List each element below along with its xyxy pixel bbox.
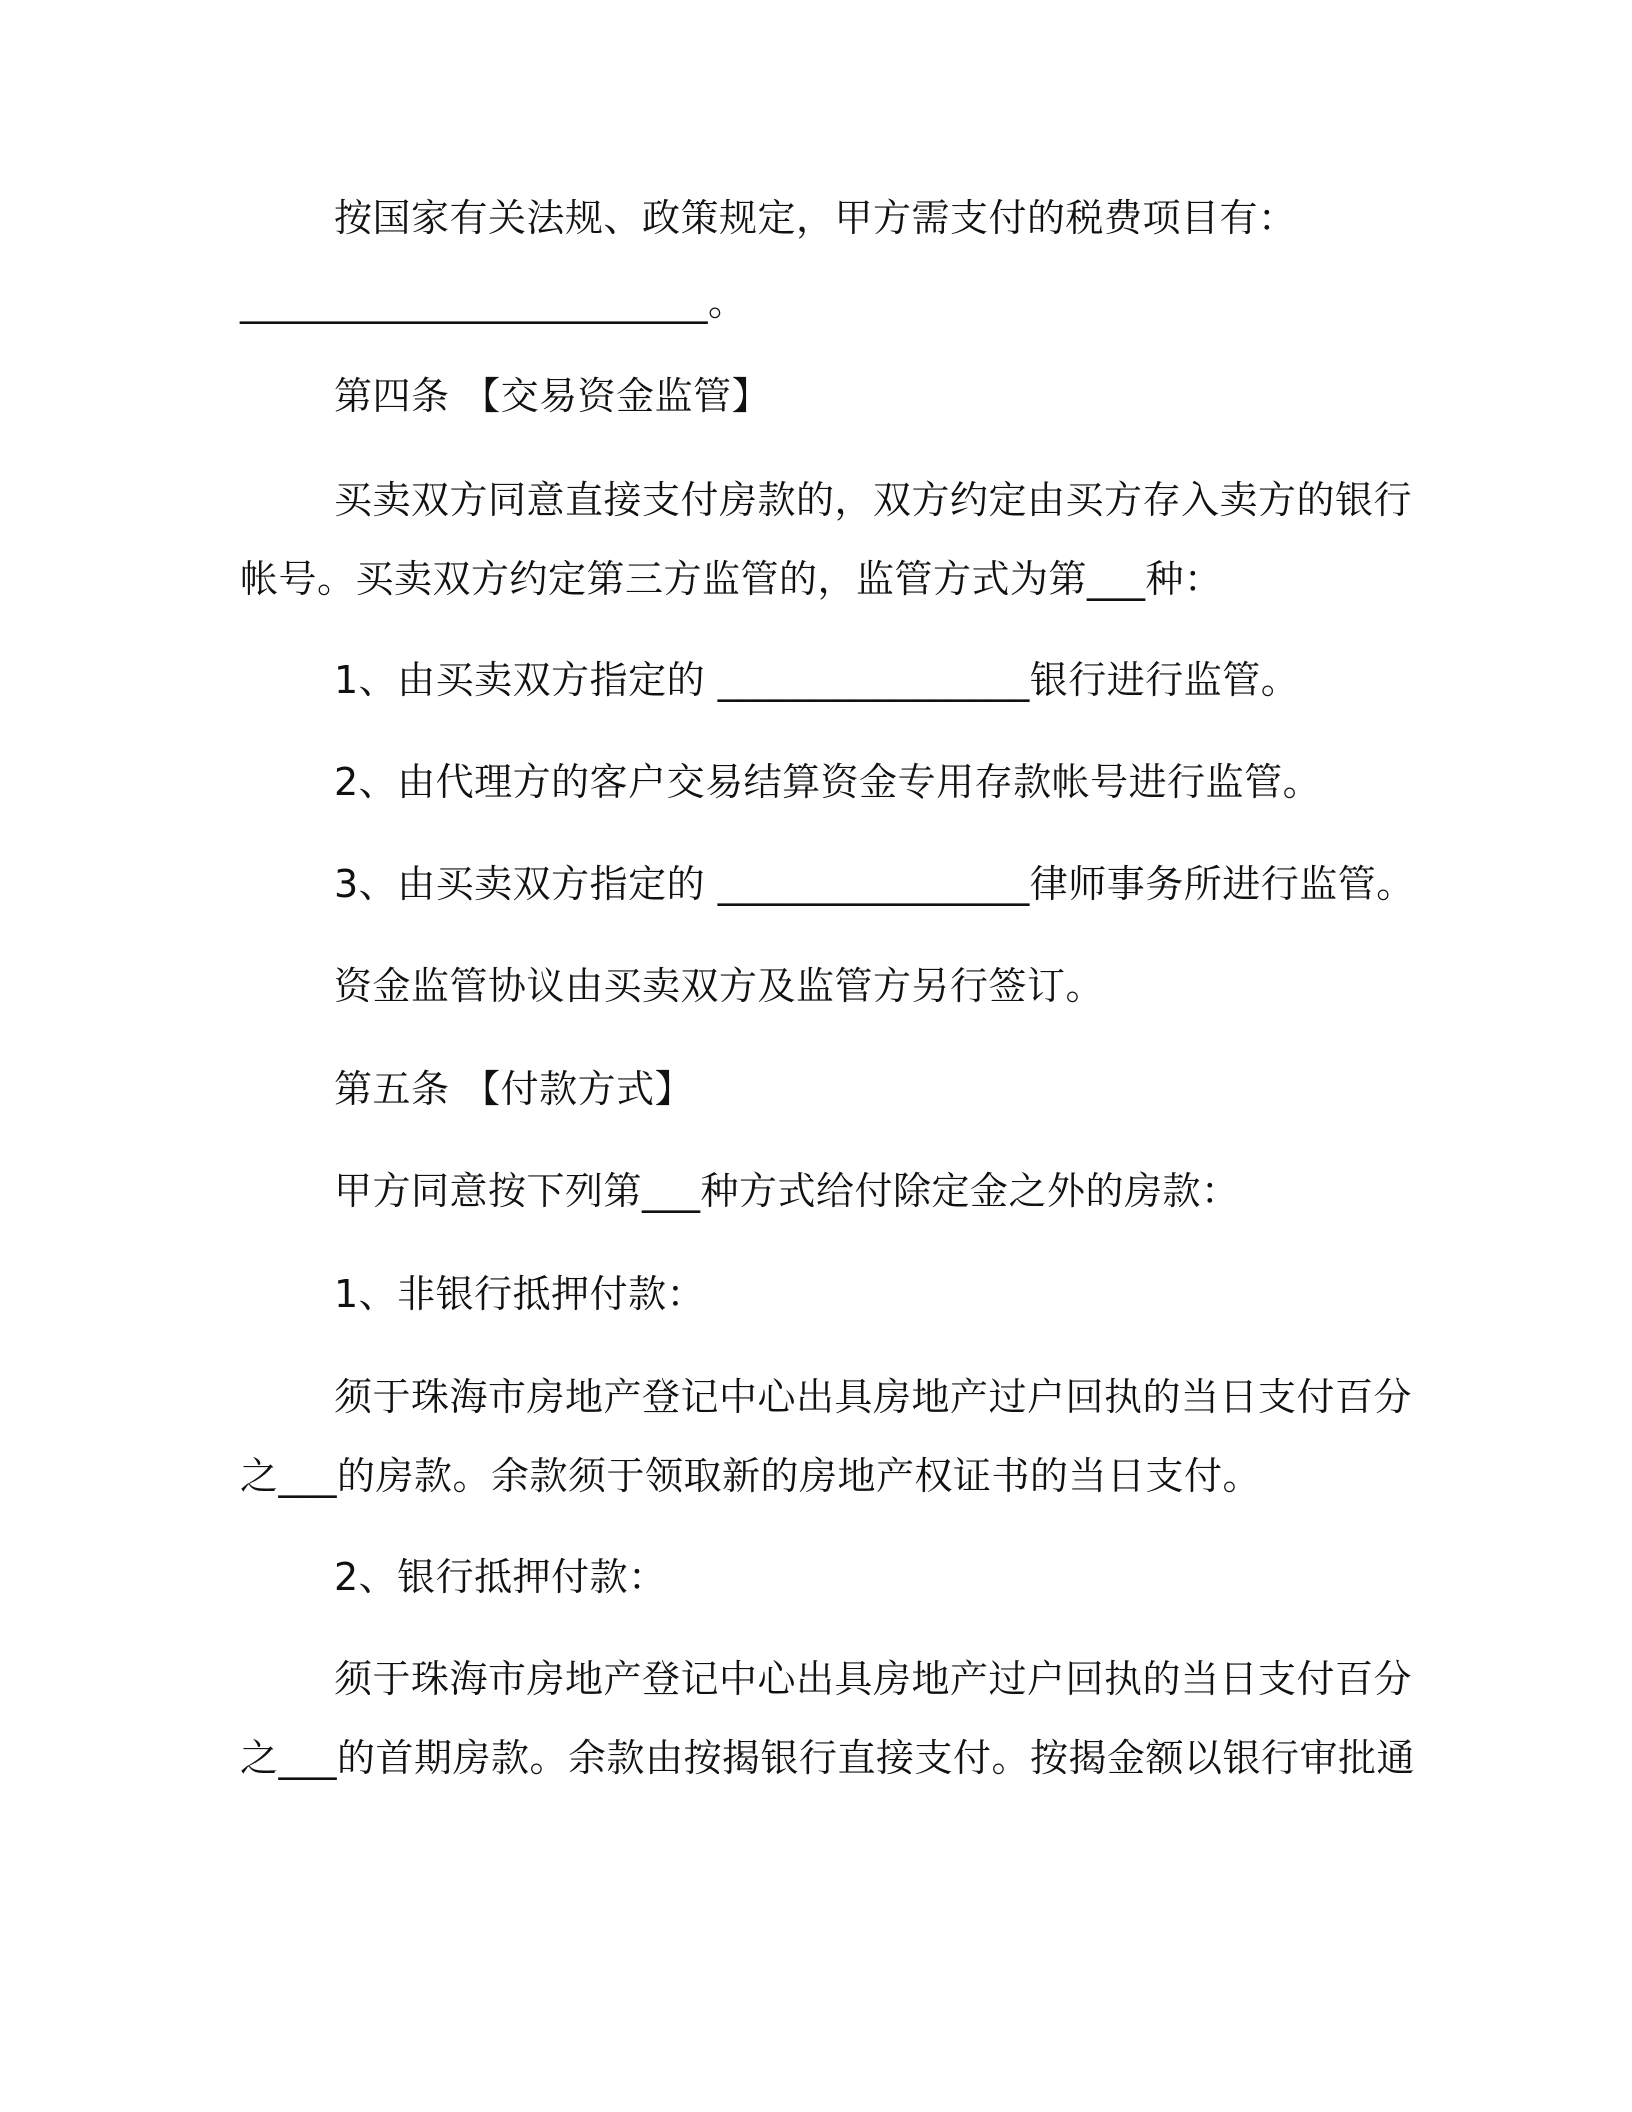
supervision-agreement-note: 资金监管协议由买卖双方及监管方另行签订。	[334, 964, 1105, 1008]
payment-option-2-line-1: 须于珠海市房地产登记中心出具房地产过户回执的当日支付百分	[334, 1657, 1413, 1701]
payment-option-2-heading: 2、银行抵押付款：	[334, 1555, 667, 1599]
payment-option-1-line-1: 须于珠海市房地产登记中心出具房地产过户回执的当日支付百分	[334, 1375, 1413, 1419]
payment-option-1-heading: 1、非银行抵押付款：	[334, 1272, 706, 1316]
article-4-paragraph-line-1: 买卖双方同意直接支付房款的，双方约定由买方存入卖方的银行	[334, 478, 1413, 522]
paragraph-tax-items: 按国家有关法规、政策规定，甲方需支付的税费项目有：	[334, 196, 1297, 240]
payment-option-2-line-2: 之___的首期房款。余款由按揭银行直接支付。按揭金额以银行审批通	[240, 1736, 1416, 1780]
payment-method-intro: 甲方同意按下列第___种方式给付除定金之外的房款：	[334, 1169, 1240, 1213]
payment-option-1-line-2: 之___的房款。余款须于领取新的房地产权证书的当日支付。	[240, 1454, 1262, 1498]
article-5-heading: 第五条 【付款方式】	[334, 1067, 694, 1111]
supervision-option-1: 1、由买卖双方指定的 ________________银行进行监管。	[334, 658, 1300, 702]
article-4-heading: 第四条 【交易资金监管】	[334, 374, 771, 418]
blank-tax-items: ________________________。	[240, 280, 747, 324]
article-4-paragraph-line-2: 帐号。买卖双方约定第三方监管的，监管方式为第___种：	[240, 557, 1223, 601]
supervision-option-3: 3、由买卖双方指定的 ________________律师事务所进行监管。	[334, 862, 1415, 906]
supervision-option-2: 2、由代理方的客户交易结算资金专用存款帐号进行监管。	[334, 760, 1322, 804]
